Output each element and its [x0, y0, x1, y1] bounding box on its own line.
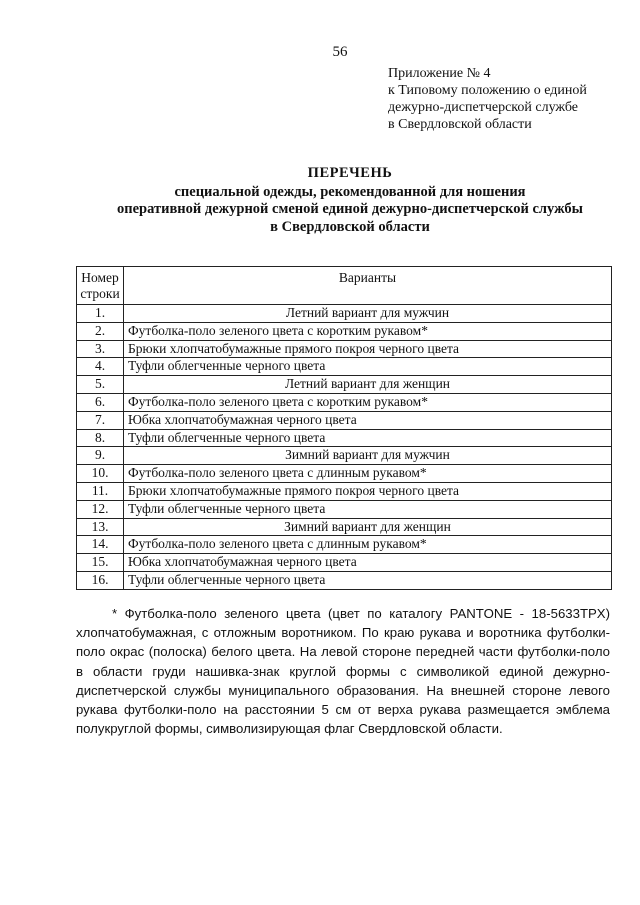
row-number: 10. — [77, 465, 124, 483]
clothing-table — [76, 266, 612, 590]
clothing-item: Туфли облегченные черного цвета — [124, 358, 612, 376]
row-number: 7. — [77, 411, 124, 429]
row-number: 15. — [77, 554, 124, 572]
row-number: 12. — [77, 500, 124, 518]
clothing-item: Футболка-поло зеленого цвета с длинным рукавом* — [124, 536, 612, 554]
appendix-line: к Типовому положению о единой — [388, 83, 587, 98]
row-number: 2. — [77, 322, 124, 340]
document-title — [60, 165, 640, 236]
footnote — [76, 604, 610, 738]
table-body — [77, 305, 612, 590]
row-number: 14. — [77, 536, 124, 554]
table-row — [77, 482, 612, 500]
clothing-item: Туфли облегченные черного цвета — [124, 429, 612, 447]
table-row — [77, 536, 612, 554]
header-row-number: Номер строки — [77, 267, 124, 305]
clothing-item: Футболка-поло зеленого цвета с длинным рукавом* — [124, 465, 612, 483]
row-number: 9. — [77, 447, 124, 465]
row-number: 8. — [77, 429, 124, 447]
row-number: 5. — [77, 376, 124, 394]
variant-group-heading: Зимний вариант для мужчин — [124, 447, 612, 465]
variant-group-heading: Летний вариант для женщин — [124, 376, 612, 394]
table-row — [77, 393, 612, 411]
table-row — [77, 429, 612, 447]
clothing-item: Туфли облегченные черного цвета — [124, 571, 612, 589]
clothing-item: Брюки хлопчатобумажные прямого покроя черного цвета — [124, 340, 612, 358]
clothing-item: Юбка хлопчатобумажная черного цвета — [124, 554, 612, 572]
row-number: 6. — [77, 393, 124, 411]
table-row — [77, 518, 612, 536]
title-line: специальной одежды, рекомендованной для ношения — [174, 183, 526, 200]
clothing-item: Юбка хлопчатобумажная черного цвета — [124, 411, 612, 429]
table-row — [77, 358, 612, 376]
table-row — [77, 411, 612, 429]
page-number: 56 — [332, 44, 348, 60]
row-number: 11. — [77, 482, 124, 500]
table-row — [77, 376, 612, 394]
table-row — [77, 305, 612, 323]
clothing-item: Футболка-поло зеленого цвета с коротким рукавом* — [124, 322, 612, 340]
row-number: 4. — [77, 358, 124, 376]
clothing-item: Туфли облегченные черного цвета — [124, 500, 612, 518]
clothing-item: Футболка-поло зеленого цвета с коротким рукавом* — [124, 393, 612, 411]
table-row — [77, 571, 612, 589]
table-row — [77, 554, 612, 572]
footnote-text: * Футболка-поло зеленого цвета (цвет по каталогу PANTONE - 18-5633TPX) хлопчатобумажная, с отложным воротником. По краю рукава и воротника футболки-поло окрас (полоска) белого цвета. На левой стороне передней части футболки-поло в области груди нашивка-знак круглой формы с символикой единой дежурно-диспетчерской службы муниципального образования. На внешней стороне левого рукава футболки-поло на расстоянии 5 см от верха рукава размещается эмблема полукруглой формы, символизирующая флаг Свердловской области. — [76, 606, 610, 737]
table-row — [77, 447, 612, 465]
row-number: 1. — [77, 305, 124, 323]
variant-group-heading: Зимний вариант для женщин — [124, 518, 612, 536]
appendix-reference — [388, 65, 628, 133]
variant-group-heading: Летний вариант для мужчин — [124, 305, 612, 323]
table-header-row — [77, 267, 612, 305]
table-row — [77, 500, 612, 518]
table-row — [77, 340, 612, 358]
appendix-line: дежурно-диспетчерской службе — [388, 100, 579, 115]
title-line: оперативной дежурной сменой единой дежурно-диспетчерской службы — [116, 201, 583, 217]
row-number: 3. — [77, 340, 124, 358]
table-row — [77, 465, 612, 483]
clothing-item: Брюки хлопчатобумажные прямого покроя черного цвета — [124, 482, 612, 500]
header-variants: Варианты — [124, 267, 612, 305]
row-number: 16. — [77, 571, 124, 589]
table-row — [77, 322, 612, 340]
row-number: 13. — [77, 518, 124, 536]
appendix-line: Приложение № 4 — [388, 66, 491, 81]
title-line: в Свердловской области — [270, 218, 430, 235]
appendix-line: в Свердловской области — [388, 117, 532, 132]
title-heading: ПЕРЕЧЕНЬ — [307, 165, 393, 181]
